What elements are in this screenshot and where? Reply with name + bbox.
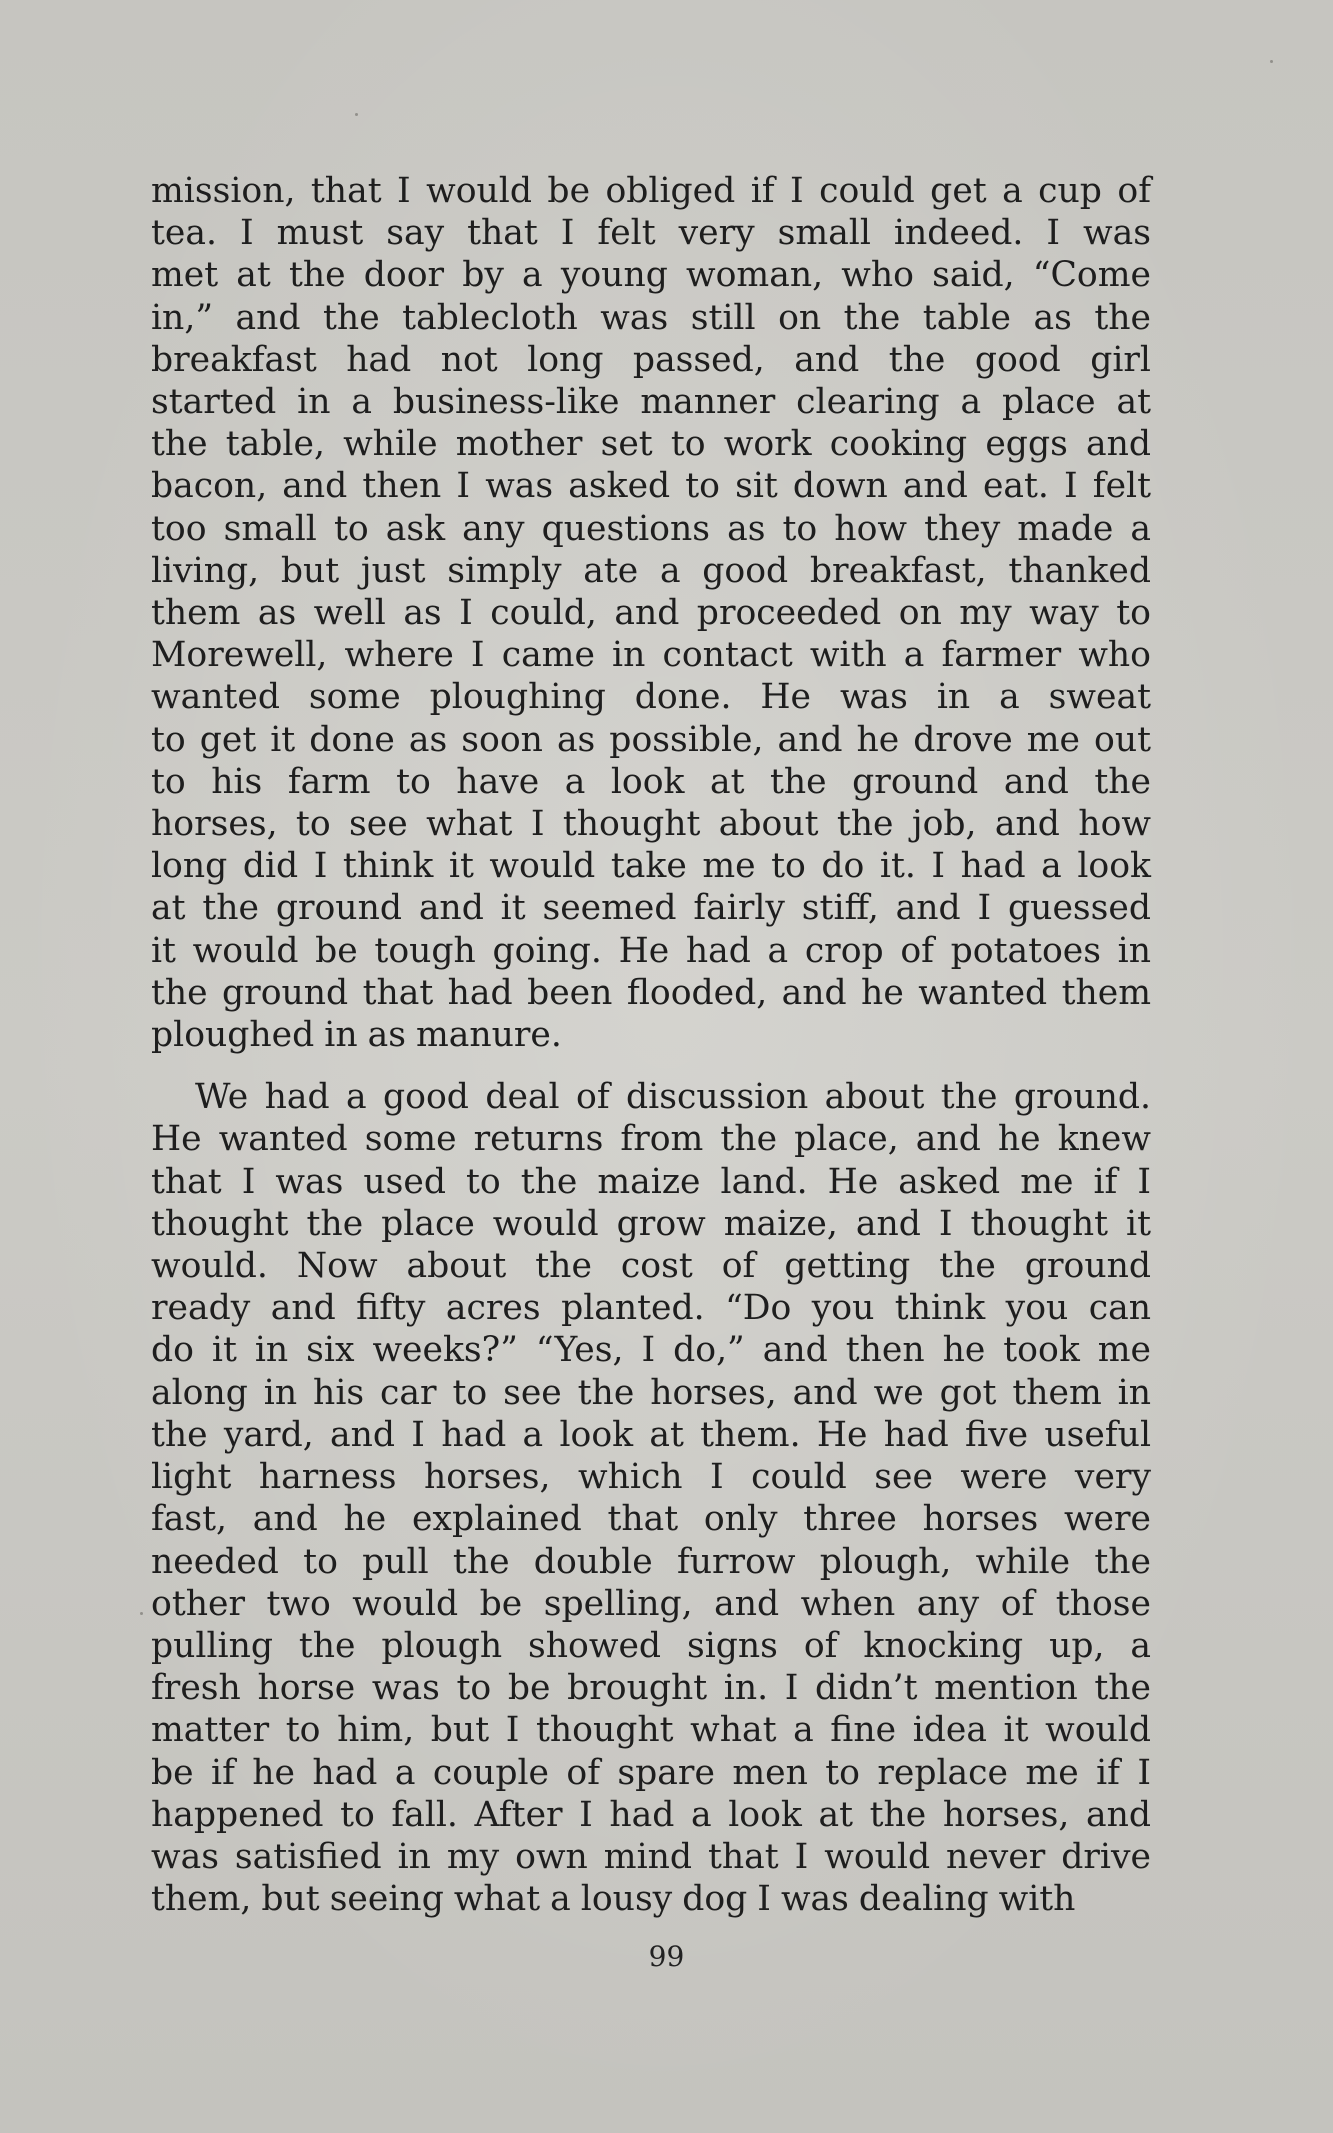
text-line: wanted some ploughing done. He was in a sweat [151, 677, 1151, 718]
text-line: them as well as I could, and proceeded on my way to [151, 593, 1151, 634]
text-line: the table, while mother set to work cooking eggs and [151, 424, 1151, 465]
text-line: other two would be spelling, and when any of those [151, 1583, 1151, 1624]
text-line: to get it done as soon as possible, and he drove me out [151, 719, 1151, 760]
text-line: at the ground and it seemed fairly stiff, and I guessed [151, 888, 1151, 929]
page-number: 99 [648, 1940, 685, 1973]
text-line: tea. I must say that I felt very small indeed. I was [151, 213, 1151, 254]
paragraph [151, 1076, 1151, 1920]
text-line: We had a good deal of discussion about the ground. [195, 1077, 1151, 1118]
text-line: ready and fifty acres planted. “Do you think you can [151, 1288, 1151, 1329]
text-line: along in his car to see the horses, and we got them in [151, 1372, 1151, 1413]
text-line: He wanted some returns from the place, and he knew [151, 1119, 1151, 1160]
text-line: started in a business-like manner clearing a place at [151, 382, 1151, 423]
text-line: thought the place would grow maize, and I thought it [151, 1203, 1151, 1244]
text-line: pulling the plough showed signs of knocking up, a [151, 1625, 1151, 1666]
text-line: living, but just simply ate a good breakfast, thanked [151, 550, 1151, 591]
text-line: horses, to see what I thought about the job, and how [151, 804, 1151, 845]
text-line: the yard, and I had a look at them. He had five useful [151, 1414, 1151, 1455]
text-line: in,” and the tablecloth was still on the table as the [151, 297, 1151, 338]
text-line: met at the door by a young woman, who said, “Come [151, 255, 1151, 296]
text-line: the ground that had been flooded, and he wanted them [151, 972, 1151, 1013]
text-line: matter to him, but I thought what a fine idea it would [151, 1710, 1151, 1751]
text-line: was satisfied in my own mind that I would never drive [151, 1836, 1151, 1877]
text-line: long did I think it would take me to do it. I had a look [151, 846, 1151, 887]
text-line: fresh horse was to be brought in. I didn’t mention the [151, 1668, 1151, 1709]
paragraph [151, 170, 1151, 1056]
text-line: it would be tough going. He had a crop of potatoes in [151, 930, 1151, 971]
text-line: Morewell, where I came in contact with a farmer who [151, 635, 1151, 676]
text-line: ploughed in as manure. [151, 1015, 562, 1056]
page-body [151, 170, 1151, 1920]
paper-speck [140, 1612, 143, 1615]
text-line: too small to ask any questions as to how they made a [151, 508, 1151, 549]
text-line: do it in six weeks?” “Yes, I do,” and then he took me [151, 1330, 1151, 1371]
text-line: to his farm to have a look at the ground and the [151, 761, 1151, 802]
text-line: would. Now about the cost of getting the ground [151, 1246, 1151, 1287]
text-line: be if he had a couple of spare men to replace me if I [151, 1752, 1151, 1793]
text-line: that I was used to the maize land. He asked me if I [151, 1161, 1151, 1202]
text-line: them, but seeing what a lousy dog I was dealing with [151, 1879, 1076, 1920]
text-line: fast, and he explained that only three horses were [151, 1499, 1151, 1540]
paper-speck [355, 113, 358, 116]
text-line: mission, that I would be obliged if I could get a cup of [151, 171, 1151, 211]
text-line: breakfast had not long passed, and the good girl [151, 339, 1151, 380]
paper-speck [1270, 60, 1273, 63]
text-line: needed to pull the double furrow plough, while the [151, 1541, 1151, 1582]
text-line: light harness horses, which I could see were very [151, 1457, 1151, 1498]
text-line: happened to fall. After I had a look at the horses, and [151, 1794, 1151, 1835]
text-line: bacon, and then I was asked to sit down and eat. I felt [151, 466, 1151, 507]
